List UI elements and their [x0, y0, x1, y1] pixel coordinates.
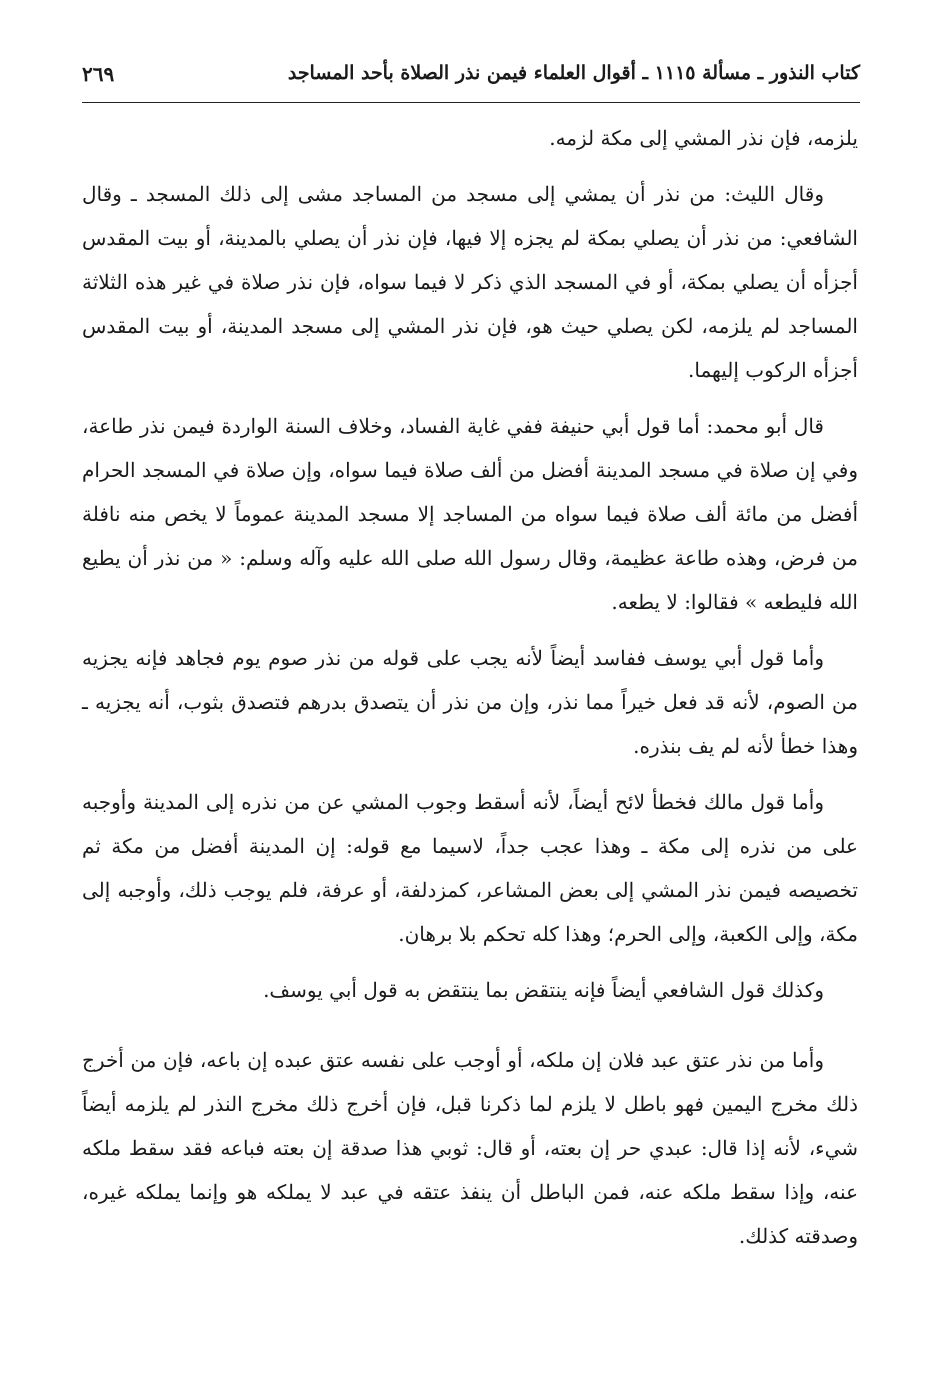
- paragraph-1: يلزمه، فإن نذر المشي إلى مكة لزمه.: [549, 126, 858, 150]
- paragraph-3: قال أبو محمد: أما قول أبي حنيفة ففي غاية الفساد، وخلاف السنة الواردة فيمن نذر طاعة، وفي إن صلاة في مسجد المدينة أفضل من ألف صلاة فيما سواه، وإن صلاة في المسجد الحرام أفضل من مائة ألف صلاة فيما سواه من المساجد إلا مسجد المدينة عموماً لا يخص منه نافلة من فرض، وهذه طاعة عظيمة، وقال رسول الله صلى الله عليه وآله وسلم: « من نذر أن يطيع الله فليطعه » فقالوا: لا يطعه.: [82, 414, 858, 614]
- paragraph-5: وأما قول مالك فخطأ لائح أيضاً، لأنه أسقط وجوب المشي عن من نذره إلى المدينة وأوجبه على من نذره إلى مكة ـ وهذا عجب جداً، لاسيما مع قوله: إن المدينة أفضل من مكة ثم تخصيصه فيمن نذر المشي إلى بعض المشاعر، كمزدلفة، أو عرفة، فلم يوجب ذلك، وأوجبه إلى مكة، وإلى الكعبة، وإلى الحرم؛ وهذا كله تحكم بلا برهان.: [82, 790, 859, 946]
- running-title: كتاب النذور ـ مسألة ١١١٥ ـ أقوال العلماء فيمن نذر الصلاة بأحد المساجد: [287, 62, 860, 84]
- page-number: ٢٦٩: [82, 62, 115, 86]
- paragraph-2: وقال الليث: من نذر أن يمشي إلى مسجد من المساجد مشى إلى ذلك المسجد ـ وقال الشافعي: من نذر أن يصلي بمكة لم يجزه إلا فيها، فإن نذر أن يصلي بالمدينة، أو بيت المقدس أجزأه أن يصلي بمكة، أو في المسجد الذي ذكر لا فيما سواه، فإن نذر صلاة في غير هذه الثلاثة المساجد لم يلزمه، لكن يصلي حيث هو، فإن نذر المشي إلى مسجد المدينة، أو بيت المقدس أجزأه الركوب إليهما.: [82, 182, 858, 382]
- paragraph-4: وأما قول أبي يوسف ففاسد أيضاً لأنه يجب على قوله من نذر صوم يوم فجاهد فإنه يجزيه من الصوم، لأنه قد فعل خيراً مما نذر، وإن من نذر أن يتصدق بدرهم فتصدق بثوب، أنه يجزيه ـ وهذا خطأ لأنه لم يف بنذره.: [82, 646, 858, 758]
- page-header: [82, 58, 860, 94]
- body-text: [82, 116, 858, 1270]
- paragraph-6: وكذلك قول الشافعي أيضاً فإنه ينتقض بما ينتقض به قول أبي يوسف.: [263, 978, 824, 1002]
- paragraph-7: وأما من نذر عتق عبد فلان إن ملكه، أو أوجب على نفسه عتق عبده إن باعه، فإن من أخرج ذلك مخرج اليمين فهو باطل لا يلزم لما ذكرنا قبل، فإن أخرج ذلك مخرج النذر لم يلزمه أيضاً شيء، لأنه إذا قال: عبدي حر إن بعته، أو قال: ثوبي هذا صدقة إن بعته فباعه فقد سقط ملكه عنه، وإذا سقط ملكه عنه، فمن الباطل أن ينفذ عتقه في عبد لا يملكه هو وإنما يملكه غيره، وصدقته كذلك.: [82, 1048, 858, 1248]
- header-divider: [82, 102, 860, 103]
